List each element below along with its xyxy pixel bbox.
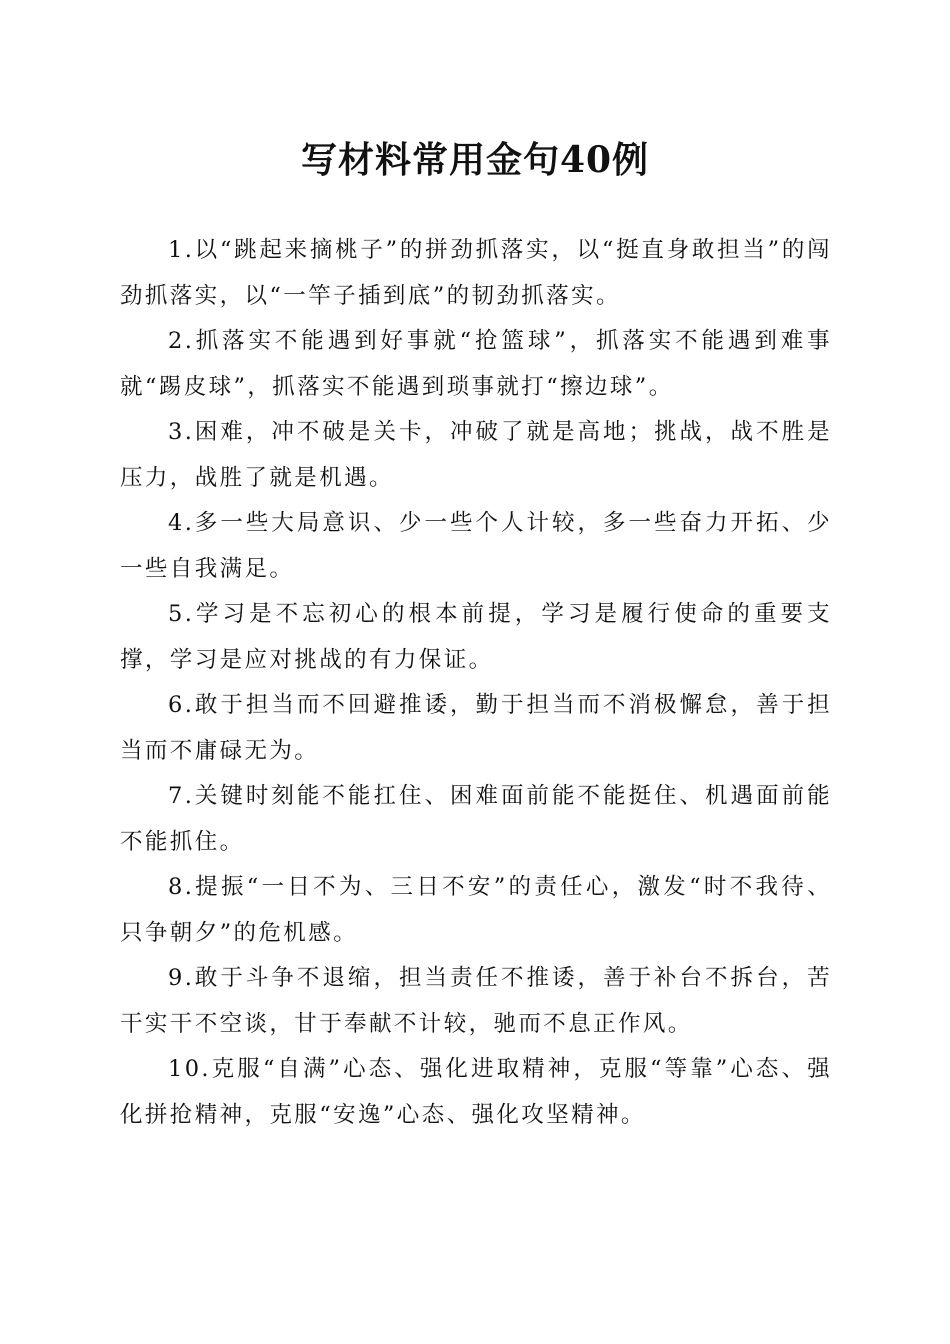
paragraph-8: 8.提振“一日不为、三日不安”的责任心，激发“时不我待、只争朝夕”的危机感。	[120, 874, 832, 946]
paragraph-5: 5.学习是不忘初心的根本前提，学习是履行使命的重要支撑，学习是应对挑战的有力保证。	[120, 601, 832, 673]
paragraph-6: 6.敢于担当而不回避推诿，勤于担当而不消极懈怠，善于担当而不庸碌无为。	[120, 692, 832, 764]
paragraph-2: 2.抓落实不能遇到好事就“抢篮球”，抓落实不能遇到难事就“踢皮球”，抓落实不能遇到琐事就打“擦边球”。	[120, 328, 832, 400]
paragraph-1: 1.以“跳起来摘桃子”的拼劲抓落实，以“挺直身敢担当”的闯劲抓落实，以“一竿子插到底”的韧劲抓落实。	[120, 237, 832, 309]
document-body	[120, 228, 832, 1138]
paragraph-7: 7.关键时刻能不能扛住、困难面前能不能挺住、机遇面前能不能抓住。	[120, 783, 832, 855]
document-title: 写材料常用金句40例	[300, 139, 650, 181]
paragraph-10: 10.克服“自满”心态、强化进取精神，克服“等靠”心态、强化拼抢精神，克服“安逸”心态、强化攻坚精神。	[120, 1056, 832, 1128]
paragraph-4: 4.多一些大局意识、少一些个人计较，多一些奋力开拓、少一些自我满足。	[120, 510, 832, 582]
paragraph-9: 9.敢于斗争不退缩，担当责任不推诿，善于补台不拆台，苦干实干不空谈，甘于奉献不计较，驰而不息正作风。	[120, 965, 832, 1037]
paragraph-3: 3.困难，冲不破是关卡，冲破了就是高地；挑战，战不胜是压力，战胜了就是机遇。	[120, 419, 832, 491]
